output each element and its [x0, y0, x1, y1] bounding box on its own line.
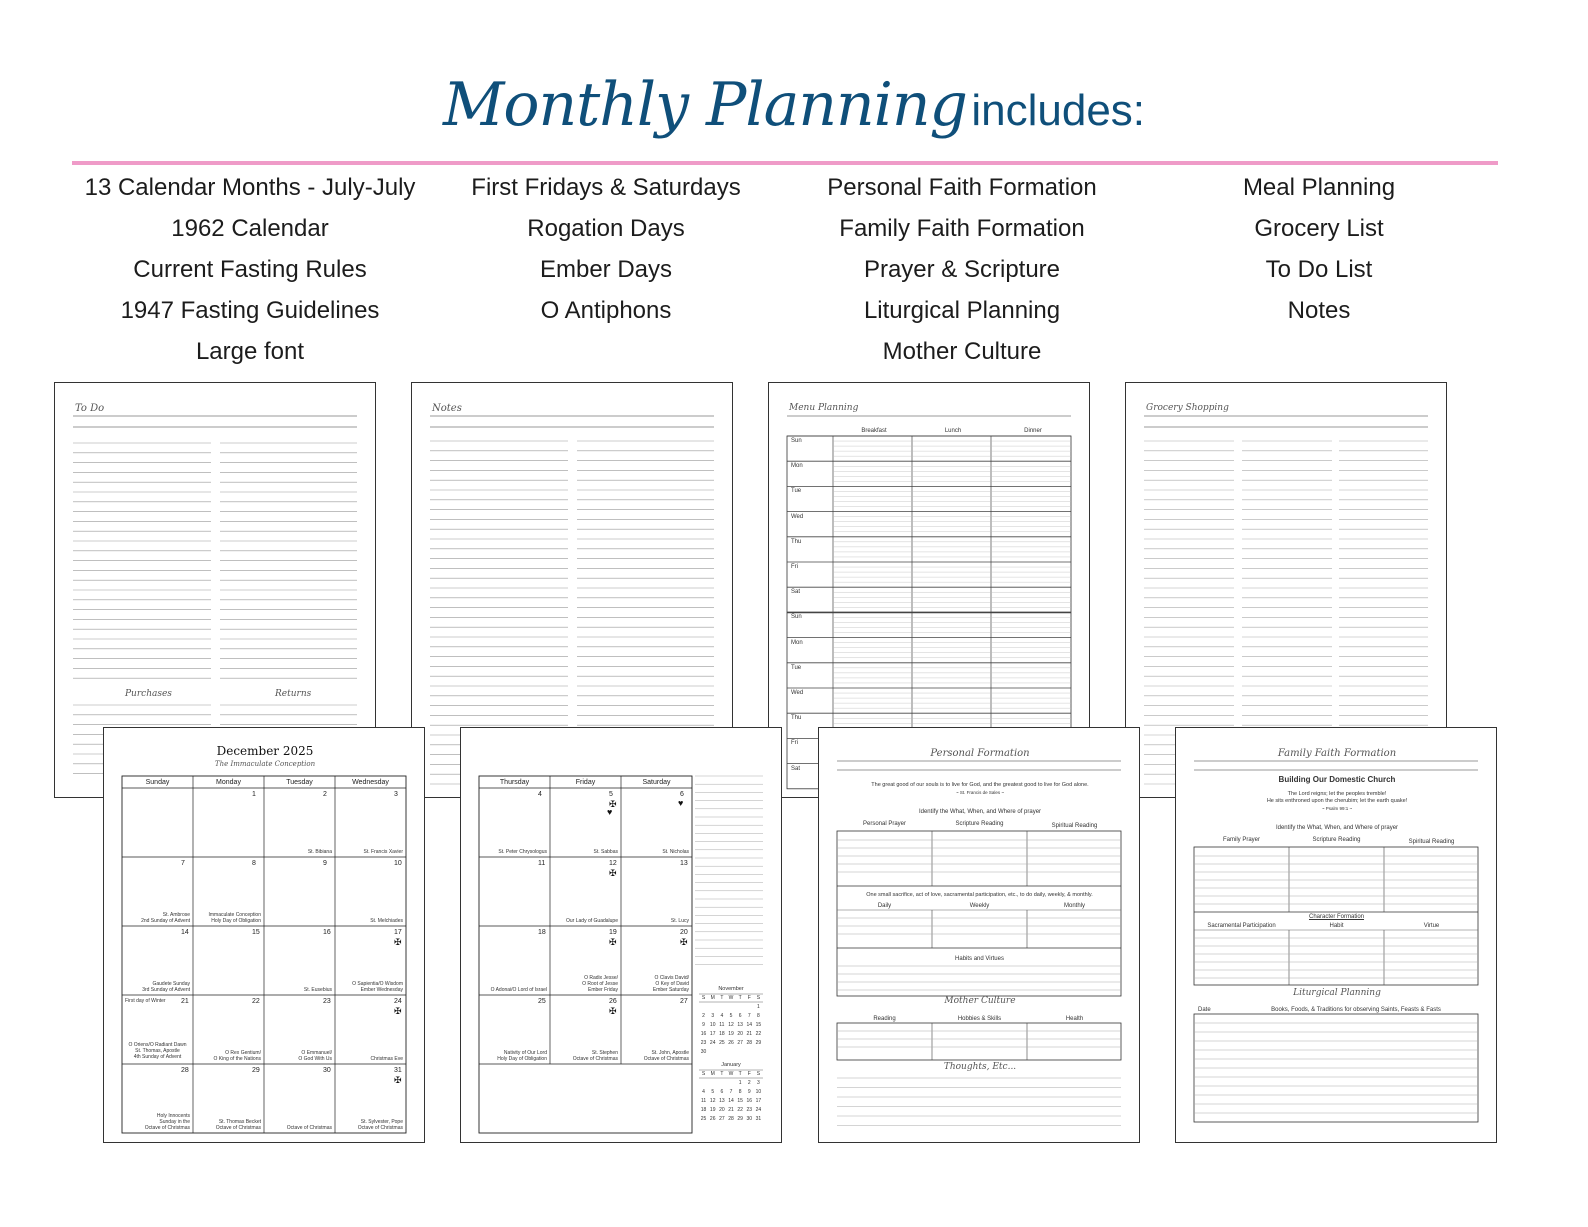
mini-day: 25 — [700, 1116, 707, 1122]
family-quote-2: He sits enthroned upon the cherubim; let the earth quake! — [1266, 798, 1408, 804]
feature-item: Rogation Days — [527, 215, 685, 242]
cross-icon: ✠ — [609, 799, 617, 809]
mini-day: 24 — [709, 1040, 716, 1046]
calendar-feast-label: St. John, Apostle — [651, 1050, 689, 1056]
menu-day-label: Thu — [791, 538, 802, 545]
calendar-feast-label: Ember Saturday — [652, 987, 689, 993]
calendar-weekday-header: Saturday — [642, 779, 671, 786]
mini-day: 13 — [719, 1098, 725, 1104]
mini-day: 20 — [719, 1107, 725, 1113]
calendar-right-page-preview — [460, 727, 782, 1143]
calendar-day-number: 22 — [252, 998, 260, 1005]
mini-day: 15 — [755, 1022, 762, 1028]
char-col-habit: Habit — [1329, 923, 1344, 929]
mini-day: 28 — [728, 1116, 734, 1122]
calendar-right-grid — [461, 728, 782, 1143]
calendar-day-number: 29 — [252, 1067, 260, 1074]
mini-day: 20 — [737, 1031, 743, 1037]
mini-day: 19 — [709, 1107, 716, 1113]
calendar-feast-label: St. Lucy — [670, 918, 689, 924]
calendar-feast-label: St. Eusebius — [303, 987, 332, 993]
mini-day: 16 — [746, 1098, 753, 1104]
calendar-feast-label: O Radix Jesse/ — [584, 975, 618, 981]
mini-day: 2 — [702, 1013, 705, 1019]
calendar-day-number: 18 — [538, 929, 546, 936]
family-col-spiritual: Spiritual Reading — [1408, 839, 1455, 845]
mini-weekday: S — [701, 1071, 706, 1077]
mini-day: 6 — [738, 1013, 742, 1019]
calendar-feast-label: St. Melchiades — [370, 918, 403, 924]
calendar-day-number: 28 — [181, 1067, 189, 1074]
calendar-feast-label: 3rd Sunday of Advent — [142, 987, 190, 993]
mini-day: 27 — [737, 1040, 743, 1046]
menu-day-label: Tue — [791, 488, 802, 495]
menu-day-label: Fri — [791, 564, 798, 570]
mini-day: 14 — [728, 1098, 734, 1104]
feature-item: 1947 Fasting Guidelines — [120, 297, 380, 324]
calendar-feast-label: O Key of David — [655, 981, 689, 987]
feature-item: O Antiphons — [540, 297, 672, 324]
menu-col-breakfast: Breakfast — [861, 428, 887, 434]
mini-day: 16 — [700, 1031, 707, 1037]
mini-day: 26 — [728, 1040, 734, 1046]
calendar-feast-label: Holy Day of Obligation — [211, 918, 261, 924]
personal-title: Personal Formation — [930, 748, 1030, 759]
mini-day: 18 — [719, 1031, 725, 1037]
mini-day: 23 — [746, 1107, 753, 1113]
mini-day: 3 — [711, 1013, 715, 1019]
calendar-day-number: 26 — [609, 998, 617, 1005]
mother-col-reading: Reading — [873, 1016, 896, 1022]
personal-quote-by: ~ St. Francis de Sales ~ — [955, 790, 1005, 795]
calendar-feast-label: Octave of Christmas — [572, 1056, 618, 1062]
char-col-sacramental: Sacramental Participation — [1207, 923, 1276, 929]
lit-col-books: Books, Foods, & Traditions for observing Saints, Feasts & Fasts — [1271, 1007, 1441, 1013]
character-formation-title: Character Formation — [1308, 914, 1365, 920]
personal-col-prayer: Personal Prayer — [862, 821, 907, 827]
personal-col-spiritual: Spiritual Reading — [1051, 823, 1098, 829]
calendar-day-number: 17 — [394, 929, 402, 936]
calendar-feast-label: 4th Sunday of Advent — [133, 1054, 182, 1060]
mini-day: 18 — [700, 1107, 707, 1113]
calendar-feast-label: Octave of Christmas — [144, 1125, 190, 1131]
notes-page-title: Notes — [432, 403, 462, 414]
calendar-day-number: 16 — [323, 929, 331, 936]
calendar-day-number: 30 — [323, 1067, 331, 1074]
mini-day: 30 — [746, 1116, 753, 1122]
calendar-feast-label: O Root of Jesse — [582, 981, 618, 987]
calendar-feast-label: O Adonai/O Lord of Israel — [490, 987, 547, 993]
page-title — [0, 70, 1588, 140]
calendar-feast-label: Sunday in the — [159, 1119, 190, 1125]
calendar-day-number: 24 — [394, 998, 402, 1005]
menu-day-label: Sat — [791, 589, 801, 596]
cross-icon: ✠ — [609, 1006, 617, 1016]
mini-day: 11 — [700, 1098, 707, 1104]
cross-icon: ✠ — [609, 868, 617, 878]
mini-day: 3 — [757, 1080, 760, 1086]
mini-weekday: F — [747, 1071, 751, 1077]
calendar-day-number: 2 — [323, 791, 327, 798]
menu-day-label: Mon — [791, 639, 803, 646]
calendar-feast-label: St. Sylvester, Pope — [360, 1119, 403, 1125]
mini-day: 7 — [747, 1013, 751, 1019]
calendar-feast-label: St. Sabbas — [593, 849, 618, 855]
mini-day: 8 — [738, 1089, 742, 1095]
calendar-day-number: 23 — [323, 998, 331, 1005]
calendar-feast-label: 2nd Sunday of Advent — [141, 918, 190, 924]
mini-day: 24 — [755, 1107, 762, 1113]
menu-day-label: Sat — [791, 765, 801, 772]
mini-weekday: W — [728, 995, 734, 1001]
personal-quote: The great good of our souls is to live for God, and the greatest good to live for God alone. — [871, 782, 1089, 788]
calendar-day-number: 6 — [680, 791, 684, 798]
mini-day: 26 — [709, 1116, 716, 1122]
calendar-day-number: 7 — [181, 860, 185, 867]
cross-icon: ✠ — [394, 937, 402, 947]
calendar-day-number: 3 — [394, 791, 398, 798]
heart-icon: ♥ — [678, 798, 684, 808]
calendar-left-grid — [104, 728, 425, 1143]
mini-day: 30 — [700, 1049, 707, 1055]
mini-day: 4 — [702, 1089, 705, 1095]
mini-day: 1 — [738, 1080, 742, 1086]
calendar-day-number: 9 — [323, 860, 327, 867]
mini-day: 25 — [719, 1040, 725, 1046]
personal-col-scripture: Scripture Reading — [955, 821, 1004, 827]
feature-item: Personal Faith Formation — [827, 174, 1097, 201]
calendar-feast-label: O King of the Nations — [213, 1056, 261, 1062]
calendar-subtitle: The Immaculate Conception — [214, 760, 316, 768]
mini-day: 12 — [728, 1022, 734, 1028]
calendar-weekday-header: Thursday — [499, 779, 530, 786]
feature-item: Large font — [195, 338, 305, 365]
mini-weekday: T — [738, 995, 742, 1001]
calendar-feast-label: St. Ambrose — [162, 912, 190, 918]
mini-weekday: F — [747, 995, 751, 1001]
family-col-scripture: Scripture Reading — [1312, 837, 1361, 843]
mini-day: 11 — [719, 1022, 725, 1028]
calendar-feast-label: St. Stephen — [591, 1050, 618, 1056]
family-col-prayer: Family Prayer — [1222, 837, 1260, 843]
calendar-feast-label: Ember Friday — [587, 987, 618, 993]
calendar-feast-label: St. Bibiana — [307, 849, 332, 855]
mini-day: 14 — [746, 1022, 753, 1028]
family-quote-1: The Lord reigns; let the peoples tremble! — [1287, 791, 1387, 797]
calendar-day-number: 25 — [538, 998, 546, 1005]
mini-day: 27 — [719, 1116, 725, 1122]
family-heading: Building Our Domestic Church — [1278, 775, 1396, 784]
returns-label: Returns — [275, 689, 312, 699]
mini-day: 9 — [702, 1022, 705, 1028]
calendar-weekday-header: Tuesday — [286, 779, 313, 786]
calendar-feast-label: O Oriens/O Radiant Dawn — [128, 1042, 187, 1048]
calendar-feast-label: Holy Day of Obligation — [497, 1056, 547, 1062]
mini-day: 17 — [755, 1098, 762, 1104]
menu-page-title: Menu Planning — [789, 403, 859, 413]
feature-item: Prayer & Scripture — [863, 256, 1061, 283]
feature-item: Notes — [1287, 297, 1351, 324]
mini-day: 21 — [728, 1107, 734, 1113]
calendar-weekday-header: Friday — [575, 779, 596, 786]
calendar-day-number: 4 — [538, 791, 542, 798]
cross-icon: ✠ — [609, 937, 617, 947]
lit-col-date: Date — [1198, 1007, 1211, 1013]
feature-item: To Do List — [1265, 256, 1373, 283]
heart-icon: ♥ — [607, 807, 613, 817]
calendar-feast-label: Ember Wednesday — [360, 987, 403, 993]
mini-day: 8 — [757, 1013, 760, 1019]
mini-day: 5 — [729, 1013, 733, 1019]
menu-day-label: Thu — [791, 715, 802, 722]
feature-item: Current Fasting Rules — [133, 256, 367, 283]
calendar-month-title: December 2025 — [216, 744, 314, 758]
mini-day: 10 — [709, 1022, 716, 1028]
menu-col-lunch: Lunch — [944, 428, 962, 434]
menu-day-label: Sun — [791, 438, 802, 444]
feature-item: 1962 Calendar — [171, 215, 329, 242]
calendar-feast-label: Our Lady of Guadalupe — [566, 918, 618, 924]
personal-freq-monthly: Monthly — [1063, 903, 1085, 909]
calendar-day-number: 8 — [252, 860, 256, 867]
calendar-feast-label: Holy Innocents — [156, 1113, 190, 1119]
mother-culture-box — [837, 1023, 1121, 1060]
mini-weekday: M — [710, 995, 715, 1001]
liturgical-planning-title: Liturgical Planning — [1293, 988, 1381, 998]
calendar-day-number: 5 — [609, 791, 613, 798]
mini-weekday: S — [701, 995, 706, 1001]
mini-day: 4 — [720, 1013, 724, 1019]
personal-freq-daily: Daily — [877, 903, 892, 909]
personal-habits: Habits and Virtues — [955, 956, 1004, 962]
calendar-day-number: 12 — [609, 860, 617, 867]
cross-icon: ✠ — [394, 1006, 402, 1016]
menu-day-label: Wed — [791, 690, 804, 696]
calendar-weekday-header: Wednesday — [352, 779, 389, 786]
mini-day: 5 — [711, 1089, 715, 1095]
mini-day: 10 — [755, 1089, 762, 1095]
mini-day: 31 — [755, 1116, 762, 1122]
calendar-day-number: 13 — [680, 860, 688, 867]
calendar-left-page-preview — [103, 727, 425, 1143]
calendar-feast-label: St. Nicholas — [662, 849, 689, 855]
mini-day: 9 — [747, 1089, 751, 1095]
mini-weekday: S — [756, 1071, 761, 1077]
calendar-day-number: 19 — [609, 929, 617, 936]
title-script: Monthly Planning — [442, 70, 967, 140]
calendar-feast-label: St. Thomas Becket — [218, 1119, 261, 1125]
calendar-feast-label: Octave of Christmas — [215, 1125, 261, 1131]
cross-icon: ✠ — [680, 937, 688, 947]
mini-weekday: T — [720, 1071, 724, 1077]
mini-day: 28 — [746, 1040, 753, 1046]
mini-day: 19 — [728, 1031, 734, 1037]
mini-january-title: January — [721, 1062, 741, 1068]
family-identify: Identify the What, When, and Where of prayer — [1275, 825, 1399, 831]
feature-item: Liturgical Planning — [863, 297, 1061, 324]
mini-weekday: M — [710, 1071, 715, 1077]
mini-november-title: November — [718, 986, 744, 992]
menu-day-label: Fri — [791, 740, 798, 747]
title-plain: includes: — [971, 86, 1146, 135]
char-col-virtue: Virtue — [1423, 923, 1440, 929]
menu-col-dinner: Dinner — [1024, 428, 1042, 434]
feature-item: Grocery List — [1254, 215, 1384, 242]
calendar-feast-label: Octave of Christmas — [357, 1125, 403, 1131]
feature-item: Ember Days — [539, 256, 673, 283]
feature-column-3 — [782, 170, 1142, 375]
grocery-page-title: Grocery Shopping — [1146, 403, 1229, 413]
thoughts-title: Thoughts, Etc... — [943, 1062, 1017, 1072]
mini-weekday: T — [720, 995, 724, 1001]
calendar-day-number: 27 — [680, 998, 688, 1005]
feature-column-2 — [426, 170, 786, 334]
calendar-day-number: 20 — [680, 929, 688, 936]
mini-day: 23 — [700, 1040, 707, 1046]
mini-day: 21 — [746, 1031, 753, 1037]
calendar-grid-box — [479, 776, 692, 1133]
calendar-feast-label: O God With Us — [298, 1056, 332, 1062]
calendar-feast-label: O Emmanuel/ — [301, 1050, 332, 1056]
family-quote-by: ~ Psalm 99:1 ~ — [1321, 806, 1353, 811]
menu-day-label: Sun — [791, 614, 802, 621]
mini-day: 7 — [729, 1089, 733, 1095]
mini-weekday: S — [756, 995, 761, 1001]
personal-freq-weekly: Weekly — [969, 903, 990, 909]
mini-day: 15 — [737, 1098, 743, 1104]
calendar-weekday-header: Sunday — [145, 779, 170, 786]
calendar-note: First day of Winter — [125, 998, 166, 1004]
feature-column-1 — [70, 170, 430, 375]
calendar-feast-label: Octave of Christmas — [643, 1056, 689, 1062]
mini-day: 13 — [737, 1022, 743, 1028]
mini-day: 29 — [737, 1116, 743, 1122]
calendar-day-number: 15 — [252, 929, 260, 936]
feature-item: Meal Planning — [1242, 174, 1396, 201]
menu-day-label: Mon — [791, 463, 803, 470]
feature-column-4 — [1139, 170, 1499, 334]
mini-day: 1 — [757, 1004, 760, 1010]
mother-col-hobbies: Hobbies & Skills — [957, 1016, 1002, 1022]
feature-item: Family Faith Formation — [839, 215, 1085, 242]
personal-identify: Identify the What, When, and Where of prayer — [918, 809, 1042, 815]
calendar-feast-label: O Clavis David/ — [654, 975, 689, 981]
calendar-feast-label: Octave of Christmas — [286, 1125, 332, 1131]
calendar-feast-label: Gaudete Sunday — [152, 981, 190, 987]
todo-page-title: To Do — [75, 403, 105, 414]
mini-weekday: W — [728, 1071, 734, 1077]
calendar-weekday-header: Monday — [216, 779, 241, 786]
personal-formation-page-preview — [818, 727, 1140, 1143]
calendar-day-number: 31 — [394, 1067, 402, 1074]
mini-day: 22 — [737, 1107, 743, 1113]
calendar-feast-label: St. Peter Chrysologus — [498, 849, 547, 855]
menu-day-label: Tue — [791, 664, 802, 671]
calendar-day-number: 1 — [252, 791, 256, 798]
calendar-feast-label: Immaculate Conception — [208, 912, 261, 918]
purchases-label: Purchases — [125, 689, 172, 699]
pink-divider — [72, 161, 1498, 165]
calendar-feast-label: St. Thomas, Apostle — [135, 1048, 180, 1054]
calendar-feast-label: Nativity of Our Lord — [503, 1050, 547, 1056]
cross-icon: ✠ — [394, 1075, 402, 1085]
feature-item: 13 Calendar Months - July-July — [84, 174, 416, 201]
calendar-day-number: 21 — [181, 998, 189, 1005]
menu-day-label: Wed — [791, 513, 804, 520]
mother-culture-title: Mother Culture — [944, 996, 1016, 1006]
feature-item: First Fridays & Saturdays — [471, 174, 741, 201]
family-title: Family Faith Formation — [1277, 748, 1397, 759]
calendar-feast-label: O Sapientia/O Wisdom — [352, 981, 403, 987]
mini-day: 17 — [709, 1031, 716, 1037]
mini-day: 6 — [720, 1089, 724, 1095]
calendar-feast-label: St. Francis Xavier — [363, 849, 403, 855]
mini-day: 22 — [755, 1031, 762, 1037]
mini-day: 29 — [755, 1040, 762, 1046]
feature-item: Mother Culture — [882, 338, 1042, 365]
calendar-feast-label: O Rex Gentium/ — [225, 1050, 261, 1056]
mini-weekday: T — [738, 1071, 742, 1077]
family-formation-page-preview — [1175, 727, 1497, 1143]
calendar-day-number: 10 — [394, 860, 402, 867]
mini-day: 2 — [747, 1080, 751, 1086]
calendar-feast-label: Christmas Eve — [370, 1056, 403, 1062]
calendar-day-number: 14 — [181, 929, 189, 936]
calendar-day-number: 11 — [538, 860, 546, 867]
mini-day: 12 — [709, 1098, 716, 1104]
mother-col-health: Health — [1065, 1016, 1084, 1022]
personal-sacrifice: One small sacrifice, act of love, sacramental participation, etc., to do daily, weekly, & monthly. — [866, 892, 1093, 898]
